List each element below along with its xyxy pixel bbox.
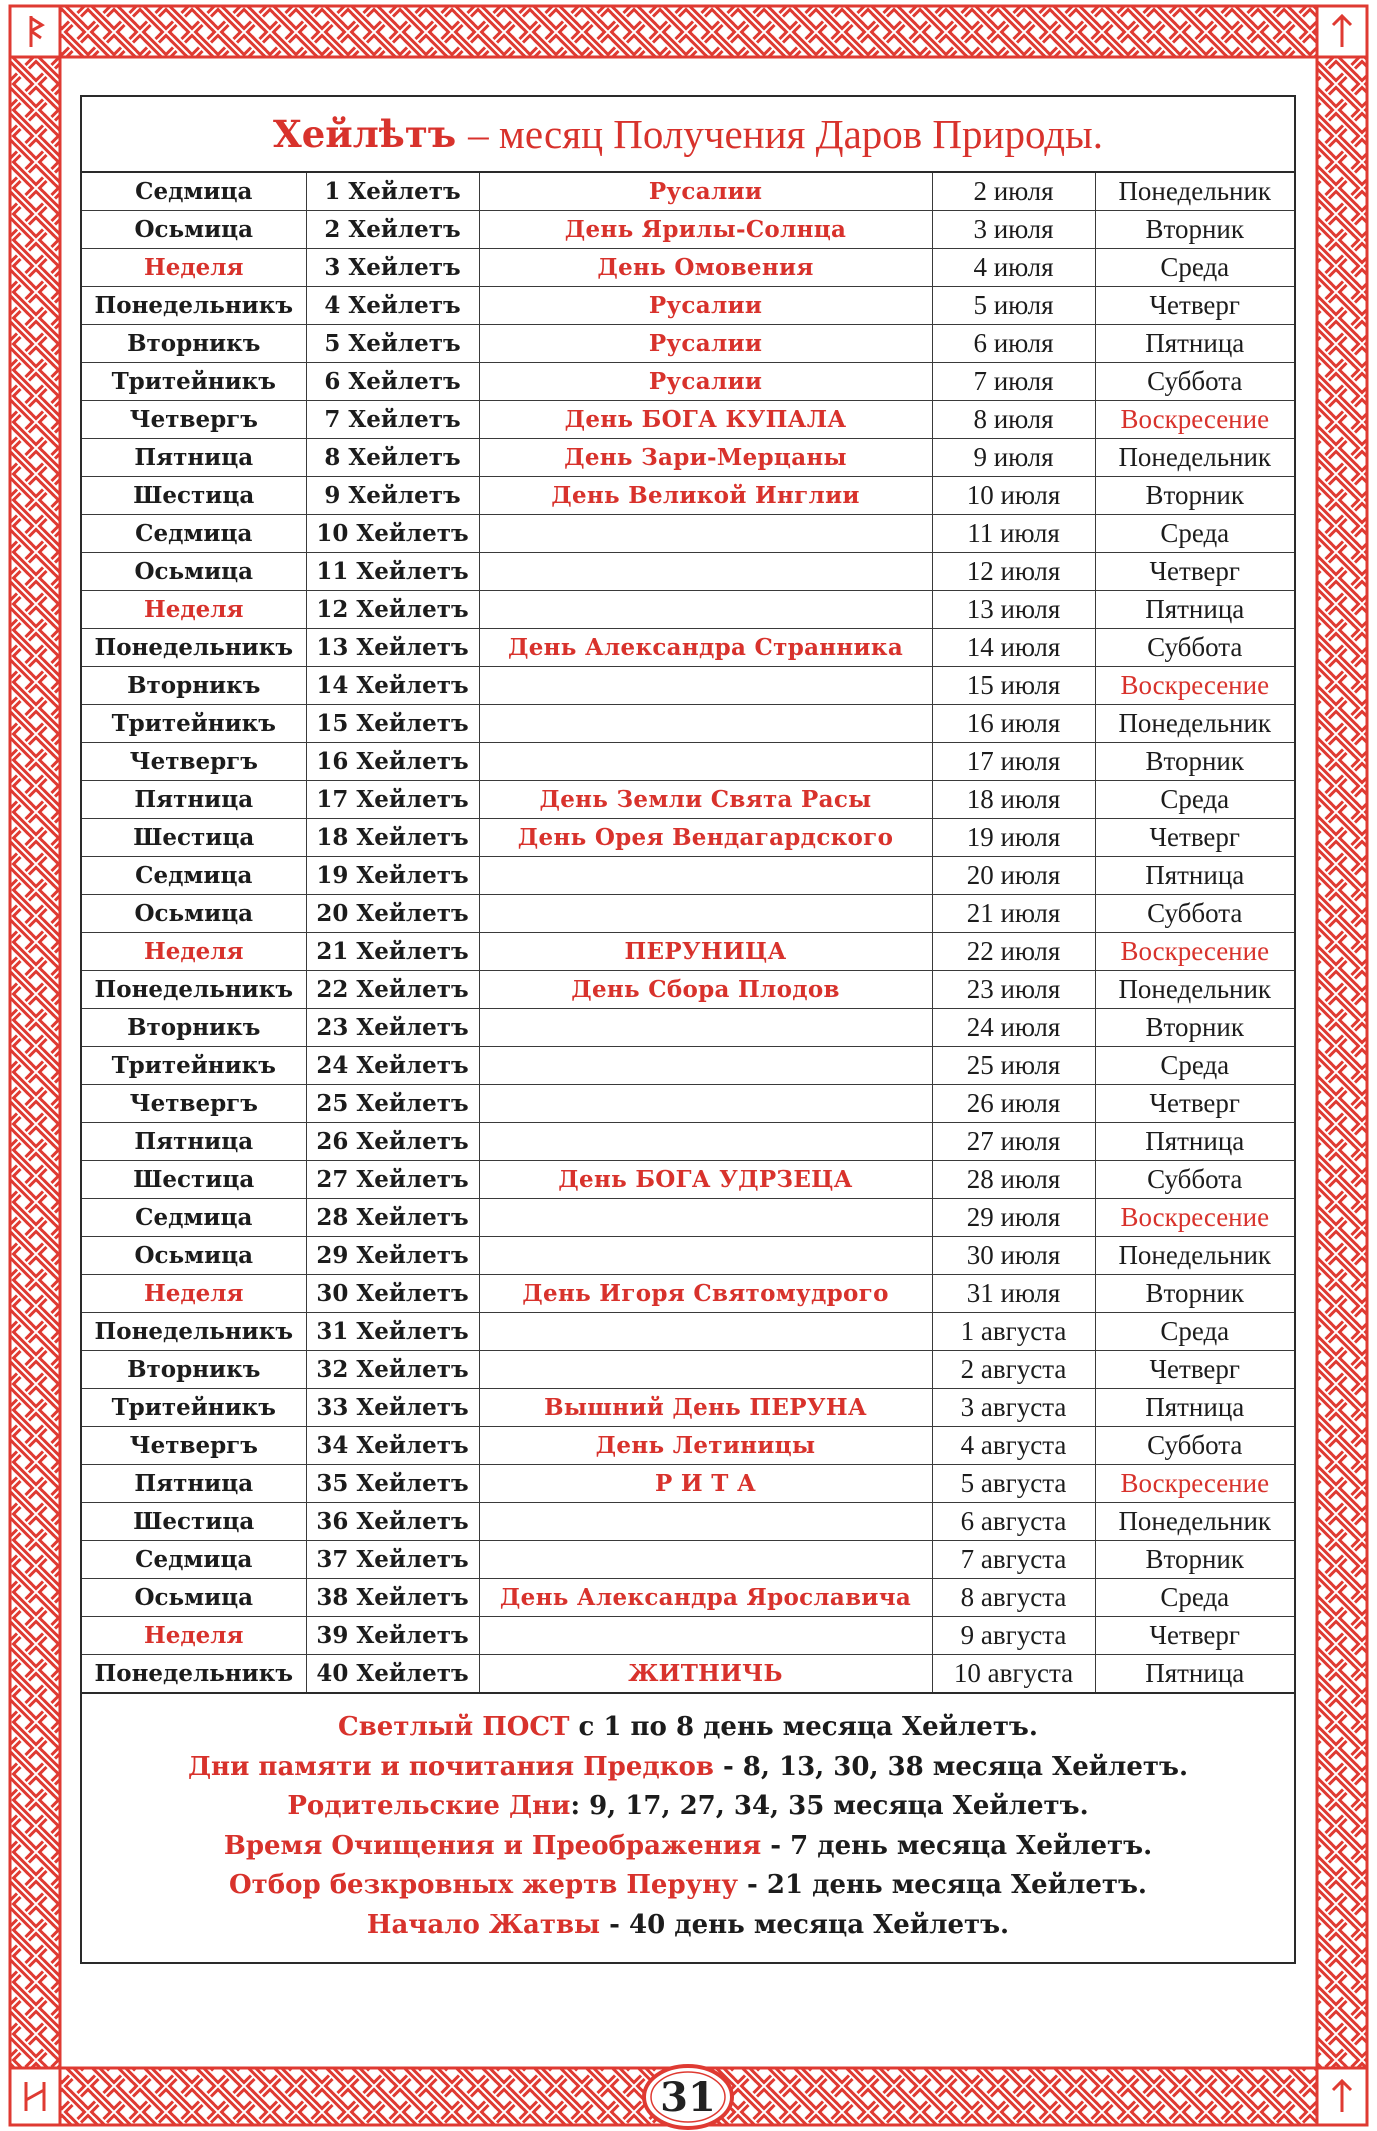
weekday-new-cell: Четверг: [1095, 819, 1294, 857]
holiday-cell: Вышний День ПЕРУНА: [479, 1389, 932, 1427]
weekday-cell: Пятница: [82, 439, 306, 477]
calendar-row: [82, 172, 1294, 211]
weekday-cell: Вторникъ: [82, 1009, 306, 1047]
date-cell: 14 июля: [932, 629, 1095, 667]
weekday-new-cell: Вторник: [1095, 1009, 1294, 1047]
weekday-new-cell: Суббота: [1095, 1427, 1294, 1465]
note-line: [82, 1827, 1294, 1867]
calendar-table: [82, 171, 1294, 1694]
day-cell: 25 Хейлетъ: [306, 1085, 479, 1123]
calendar-row: [82, 1123, 1294, 1161]
weekday-new-cell: Суббота: [1095, 895, 1294, 933]
holiday-cell: [479, 1009, 932, 1047]
day-cell: 28 Хейлетъ: [306, 1199, 479, 1237]
day-cell: 15 Хейлетъ: [306, 705, 479, 743]
day-cell: 10 Хейлетъ: [306, 515, 479, 553]
corner-panel-bottom-left: [10, 2068, 60, 2125]
date-cell: 6 июля: [932, 325, 1095, 363]
corner-panel-bottom-right: [1317, 2068, 1367, 2125]
calendar-row: [82, 363, 1294, 401]
day-cell: 30 Хейлетъ: [306, 1275, 479, 1313]
day-cell: 27 Хейлетъ: [306, 1161, 479, 1199]
date-cell: 22 июля: [932, 933, 1095, 971]
title-subtitle: – месяц Получения Даров Природы.: [468, 111, 1103, 157]
weekday-cell: Осьмица: [82, 895, 306, 933]
calendar-row: [82, 477, 1294, 515]
weekday-cell: Четвергъ: [82, 1085, 306, 1123]
date-cell: 29 июля: [932, 1199, 1095, 1237]
calendar-row: [82, 1085, 1294, 1123]
weekday-new-cell: Воскресение: [1095, 667, 1294, 705]
holiday-cell: Русалии: [479, 325, 932, 363]
weekday-new-cell: Пятница: [1095, 1655, 1294, 1694]
weekday-new-cell: Суббота: [1095, 1161, 1294, 1199]
day-cell: 26 Хейлетъ: [306, 1123, 479, 1161]
note-title: Начало Жатвы: [366, 1909, 601, 1940]
weekday-cell: Вторникъ: [82, 325, 306, 363]
holiday-cell: [479, 515, 932, 553]
weekday-new-cell: Пятница: [1095, 1123, 1294, 1161]
calendar-row: [82, 629, 1294, 667]
calendar-row: [82, 1541, 1294, 1579]
weekday-new-cell: Пятница: [1095, 1389, 1294, 1427]
note-line: [82, 1708, 1294, 1748]
note-line: [82, 1866, 1294, 1906]
page-number: 31: [660, 2073, 716, 2121]
day-cell: 20 Хейлетъ: [306, 895, 479, 933]
date-cell: 7 июля: [932, 363, 1095, 401]
date-cell: 1 августа: [932, 1313, 1095, 1351]
date-cell: 12 июля: [932, 553, 1095, 591]
calendar-row: [82, 1237, 1294, 1275]
holiday-cell: [479, 1047, 932, 1085]
weekday-cell: Неделя: [82, 249, 306, 287]
note-text: с 1 по 8 день месяца Хейлетъ.: [569, 1712, 1038, 1742]
day-cell: 37 Хейлетъ: [306, 1541, 479, 1579]
day-cell: 34 Хейлетъ: [306, 1427, 479, 1465]
day-cell: 38 Хейлетъ: [306, 1579, 479, 1617]
calendar-row: [82, 971, 1294, 1009]
date-cell: 4 июля: [932, 249, 1095, 287]
holiday-cell: [479, 1617, 932, 1655]
date-cell: 2 июля: [932, 172, 1095, 211]
weekday-cell: Осьмица: [82, 211, 306, 249]
date-cell: 15 июля: [932, 667, 1095, 705]
date-cell: 6 августа: [932, 1503, 1095, 1541]
day-cell: 36 Хейлетъ: [306, 1503, 479, 1541]
holiday-cell: День Летиницы: [479, 1427, 932, 1465]
calendar-row: [82, 1009, 1294, 1047]
weekday-cell: Пятница: [82, 1465, 306, 1503]
date-cell: 10 июля: [932, 477, 1095, 515]
weekday-new-cell: Среда: [1095, 249, 1294, 287]
weekday-new-cell: Среда: [1095, 1047, 1294, 1085]
weekday-new-cell: Пятница: [1095, 857, 1294, 895]
holiday-cell: ПЕРУНИЦА: [479, 933, 932, 971]
note-line: [82, 1748, 1294, 1788]
date-cell: 4 августа: [932, 1427, 1095, 1465]
holiday-cell: День Великой Инглии: [479, 477, 932, 515]
weekday-cell: Шестица: [82, 477, 306, 515]
calendar-row: [82, 1389, 1294, 1427]
weekday-new-cell: Вторник: [1095, 743, 1294, 781]
weekday-new-cell: Вторник: [1095, 211, 1294, 249]
calendar-box: [80, 95, 1296, 1964]
date-cell: 8 июля: [932, 401, 1095, 439]
day-cell: 39 Хейлетъ: [306, 1617, 479, 1655]
holiday-cell: День Омовения: [479, 249, 932, 287]
holiday-cell: [479, 1123, 932, 1161]
weekday-cell: Неделя: [82, 1275, 306, 1313]
weekday-new-cell: Суббота: [1095, 629, 1294, 667]
weekday-cell: Четвергъ: [82, 743, 306, 781]
calendar-row: [82, 1617, 1294, 1655]
holiday-cell: День Александра Ярославича: [479, 1579, 932, 1617]
weekday-cell: Пятница: [82, 781, 306, 819]
holiday-cell: [479, 667, 932, 705]
weekday-new-cell: Вторник: [1095, 477, 1294, 515]
calendar-row: [82, 439, 1294, 477]
calendar-row: [82, 819, 1294, 857]
date-cell: 21 июля: [932, 895, 1095, 933]
day-cell: 22 Хейлетъ: [306, 971, 479, 1009]
calendar-row: [82, 591, 1294, 629]
day-cell: 9 Хейлетъ: [306, 477, 479, 515]
date-cell: 9 августа: [932, 1617, 1095, 1655]
weekday-cell: Неделя: [82, 591, 306, 629]
day-cell: 3 Хейлетъ: [306, 249, 479, 287]
note-text: - 7 день месяца Хейлетъ.: [761, 1830, 1153, 1861]
day-cell: 32 Хейлетъ: [306, 1351, 479, 1389]
holiday-cell: [479, 857, 932, 895]
date-cell: 5 августа: [932, 1465, 1095, 1503]
date-cell: 3 июля: [932, 211, 1095, 249]
holiday-cell: День Александра Странника: [479, 629, 932, 667]
holiday-cell: День Ярилы-Солнца: [479, 211, 932, 249]
day-cell: 7 Хейлетъ: [306, 401, 479, 439]
calendar-row: [82, 1199, 1294, 1237]
date-cell: 8 августа: [932, 1579, 1095, 1617]
weekday-new-cell: Воскресение: [1095, 933, 1294, 971]
holiday-cell: День БОГА КУПАЛА: [479, 401, 932, 439]
calendar-row: [82, 857, 1294, 895]
weekday-cell: Седмица: [82, 172, 306, 211]
weekday-cell: Седмица: [82, 1541, 306, 1579]
date-cell: 16 июля: [932, 705, 1095, 743]
weekday-new-cell: Вторник: [1095, 1541, 1294, 1579]
day-cell: 13 Хейлетъ: [306, 629, 479, 667]
date-cell: 30 июля: [932, 1237, 1095, 1275]
date-cell: 11 июля: [932, 515, 1095, 553]
calendar-row: [82, 895, 1294, 933]
notes-section: [82, 1694, 1294, 1945]
weekday-cell: Тритейникъ: [82, 363, 306, 401]
weekday-new-cell: Понедельник: [1095, 971, 1294, 1009]
day-cell: 12 Хейлетъ: [306, 591, 479, 629]
weekday-new-cell: Понедельник: [1095, 439, 1294, 477]
calendar-row: [82, 211, 1294, 249]
holiday-cell: [479, 553, 932, 591]
day-cell: 11 Хейлетъ: [306, 553, 479, 591]
date-cell: 17 июля: [932, 743, 1095, 781]
page-title: [82, 97, 1294, 171]
day-cell: 8 Хейлетъ: [306, 439, 479, 477]
calendar-body: [82, 172, 1294, 1693]
weekday-cell: Понедельникъ: [82, 971, 306, 1009]
weekday-new-cell: Четверг: [1095, 287, 1294, 325]
holiday-cell: Р И Т А: [479, 1465, 932, 1503]
calendar-row: [82, 287, 1294, 325]
day-cell: 14 Хейлетъ: [306, 667, 479, 705]
weekday-cell: Тритейникъ: [82, 1389, 306, 1427]
weekday-new-cell: Четверг: [1095, 1085, 1294, 1123]
note-line: [82, 1787, 1294, 1827]
calendar-row: [82, 401, 1294, 439]
holiday-cell: [479, 1351, 932, 1389]
calendar-row: [82, 1579, 1294, 1617]
weekday-cell: Осьмица: [82, 1579, 306, 1617]
holiday-cell: Русалии: [479, 172, 932, 211]
weekday-new-cell: Среда: [1095, 1313, 1294, 1351]
weekday-cell: Неделя: [82, 1617, 306, 1655]
date-cell: 31 июля: [932, 1275, 1095, 1313]
calendar-row: [82, 1655, 1294, 1694]
weekday-cell: Понедельникъ: [82, 1313, 306, 1351]
calendar-row: [82, 667, 1294, 705]
calendar-row: [82, 743, 1294, 781]
day-cell: 40 Хейлетъ: [306, 1655, 479, 1694]
note-text: - 40 день месяца Хейлетъ.: [600, 1909, 1010, 1940]
calendar-row: [82, 781, 1294, 819]
date-cell: 28 июля: [932, 1161, 1095, 1199]
holiday-cell: День Орея Вендагардского: [479, 819, 932, 857]
weekday-new-cell: Суббота: [1095, 363, 1294, 401]
weekday-new-cell: Воскресение: [1095, 1465, 1294, 1503]
weekday-cell: Четвергъ: [82, 1427, 306, 1465]
weekday-new-cell: Понедельник: [1095, 705, 1294, 743]
weekday-cell: Шестица: [82, 1161, 306, 1199]
note-text: - 21 день месяца Хейлетъ.: [737, 1870, 1147, 1900]
weekday-new-cell: Вторник: [1095, 1275, 1294, 1313]
date-cell: 5 июля: [932, 287, 1095, 325]
date-cell: 26 июля: [932, 1085, 1095, 1123]
calendar-row: [82, 1275, 1294, 1313]
date-cell: 2 августа: [932, 1351, 1095, 1389]
holiday-cell: [479, 1199, 932, 1237]
weekday-new-cell: Понедельник: [1095, 172, 1294, 211]
holiday-cell: [479, 743, 932, 781]
weekday-cell: Понедельникъ: [82, 629, 306, 667]
date-cell: 20 июля: [932, 857, 1095, 895]
day-cell: 2 Хейлетъ: [306, 211, 479, 249]
calendar-row: [82, 1465, 1294, 1503]
day-cell: 29 Хейлетъ: [306, 1237, 479, 1275]
corner-panel-top-left: [10, 6, 60, 57]
holiday-cell: [479, 1313, 932, 1351]
calendar-row: [82, 515, 1294, 553]
calendar-row: [82, 1427, 1294, 1465]
date-cell: 25 июля: [932, 1047, 1095, 1085]
holiday-cell: День Сбора Плодов: [479, 971, 932, 1009]
date-cell: 13 июля: [932, 591, 1095, 629]
note-title: Дни памяти и почитания Предков: [187, 1751, 714, 1782]
weekday-new-cell: Пятница: [1095, 591, 1294, 629]
day-cell: 16 Хейлетъ: [306, 743, 479, 781]
title-month: Хейлѣтъ: [273, 112, 457, 156]
holiday-cell: [479, 1541, 932, 1579]
day-cell: 5 Хейлетъ: [306, 325, 479, 363]
weekday-new-cell: Четверг: [1095, 1351, 1294, 1389]
day-cell: 19 Хейлетъ: [306, 857, 479, 895]
holiday-cell: [479, 705, 932, 743]
weekday-cell: Седмица: [82, 1199, 306, 1237]
weekday-new-cell: Среда: [1095, 515, 1294, 553]
weekday-cell: Неделя: [82, 933, 306, 971]
calendar-row: [82, 1503, 1294, 1541]
calendar-row: [82, 249, 1294, 287]
calendar-row: [82, 705, 1294, 743]
weekday-cell: Осьмица: [82, 553, 306, 591]
date-cell: 7 августа: [932, 1541, 1095, 1579]
corner-panel-top-right: [1317, 6, 1367, 57]
note-title: Отбор безкровных жертв Перуну: [229, 1870, 738, 1900]
holiday-cell: ЖИТНИЧЬ: [479, 1655, 932, 1694]
day-cell: 23 Хейлетъ: [306, 1009, 479, 1047]
weekday-cell: Вторникъ: [82, 1351, 306, 1389]
note-text: - 8, 13, 30, 38 месяца Хейлетъ.: [713, 1751, 1189, 1782]
date-cell: 19 июля: [932, 819, 1095, 857]
day-cell: 18 Хейлетъ: [306, 819, 479, 857]
calendar-row: [82, 933, 1294, 971]
weekday-cell: Осьмица: [82, 1237, 306, 1275]
day-cell: 35 Хейлетъ: [306, 1465, 479, 1503]
holiday-cell: День БОГА УДРЗЕЦА: [479, 1161, 932, 1199]
weekday-new-cell: Пятница: [1095, 325, 1294, 363]
calendar-row: [82, 1313, 1294, 1351]
date-cell: 10 августа: [932, 1655, 1095, 1694]
note-text: : 9, 17, 27, 34, 35 месяца Хейлетъ.: [570, 1791, 1089, 1821]
date-cell: 9 июля: [932, 439, 1095, 477]
date-cell: 24 июля: [932, 1009, 1095, 1047]
day-cell: 17 Хейлетъ: [306, 781, 479, 819]
weekday-cell: Пятница: [82, 1123, 306, 1161]
weekday-new-cell: Среда: [1095, 781, 1294, 819]
weekday-new-cell: Воскресение: [1095, 401, 1294, 439]
weekday-cell: Понедельникъ: [82, 287, 306, 325]
holiday-cell: [479, 895, 932, 933]
holiday-cell: Русалии: [479, 287, 932, 325]
weekday-cell: Седмица: [82, 857, 306, 895]
day-cell: 24 Хейлетъ: [306, 1047, 479, 1085]
calendar-row: [82, 1351, 1294, 1389]
holiday-cell: День Земли Свята Расы: [479, 781, 932, 819]
weekday-cell: Шестица: [82, 819, 306, 857]
weekday-cell: Шестица: [82, 1503, 306, 1541]
holiday-cell: [479, 1085, 932, 1123]
calendar-row: [82, 325, 1294, 363]
date-cell: 23 июля: [932, 971, 1095, 1009]
calendar-row: [82, 553, 1294, 591]
day-cell: 4 Хейлетъ: [306, 287, 479, 325]
weekday-cell: Седмица: [82, 515, 306, 553]
date-cell: 18 июля: [932, 781, 1095, 819]
holiday-cell: День Игоря Святомудрого: [479, 1275, 932, 1313]
calendar-row: [82, 1047, 1294, 1085]
holiday-cell: [479, 1503, 932, 1541]
note-title: Светлый ПОСТ: [338, 1712, 570, 1742]
holiday-cell: [479, 591, 932, 629]
date-cell: 27 июля: [932, 1123, 1095, 1161]
holiday-cell: [479, 1237, 932, 1275]
weekday-cell: Понедельникъ: [82, 1655, 306, 1694]
weekday-cell: Четвергъ: [82, 401, 306, 439]
weekday-new-cell: Понедельник: [1095, 1503, 1294, 1541]
day-cell: 31 Хейлетъ: [306, 1313, 479, 1351]
day-cell: 33 Хейлетъ: [306, 1389, 479, 1427]
weekday-cell: Вторникъ: [82, 667, 306, 705]
date-cell: 3 августа: [932, 1389, 1095, 1427]
calendar-row: [82, 1161, 1294, 1199]
weekday-cell: Тритейникъ: [82, 705, 306, 743]
note-title: Родительские Дни: [287, 1791, 571, 1821]
weekday-new-cell: Четверг: [1095, 553, 1294, 591]
day-cell: 21 Хейлетъ: [306, 933, 479, 971]
weekday-cell: Тритейникъ: [82, 1047, 306, 1085]
weekday-new-cell: Среда: [1095, 1579, 1294, 1617]
weekday-new-cell: Воскресение: [1095, 1199, 1294, 1237]
holiday-cell: Русалии: [479, 363, 932, 401]
note-title: Время Очищения и Преображения: [223, 1830, 762, 1861]
weekday-new-cell: Четверг: [1095, 1617, 1294, 1655]
day-cell: 1 Хейлетъ: [306, 172, 479, 211]
day-cell: 6 Хейлетъ: [306, 363, 479, 401]
weekday-new-cell: Понедельник: [1095, 1237, 1294, 1275]
holiday-cell: День Зари-Мерцаны: [479, 439, 932, 477]
note-line: [82, 1906, 1294, 1946]
